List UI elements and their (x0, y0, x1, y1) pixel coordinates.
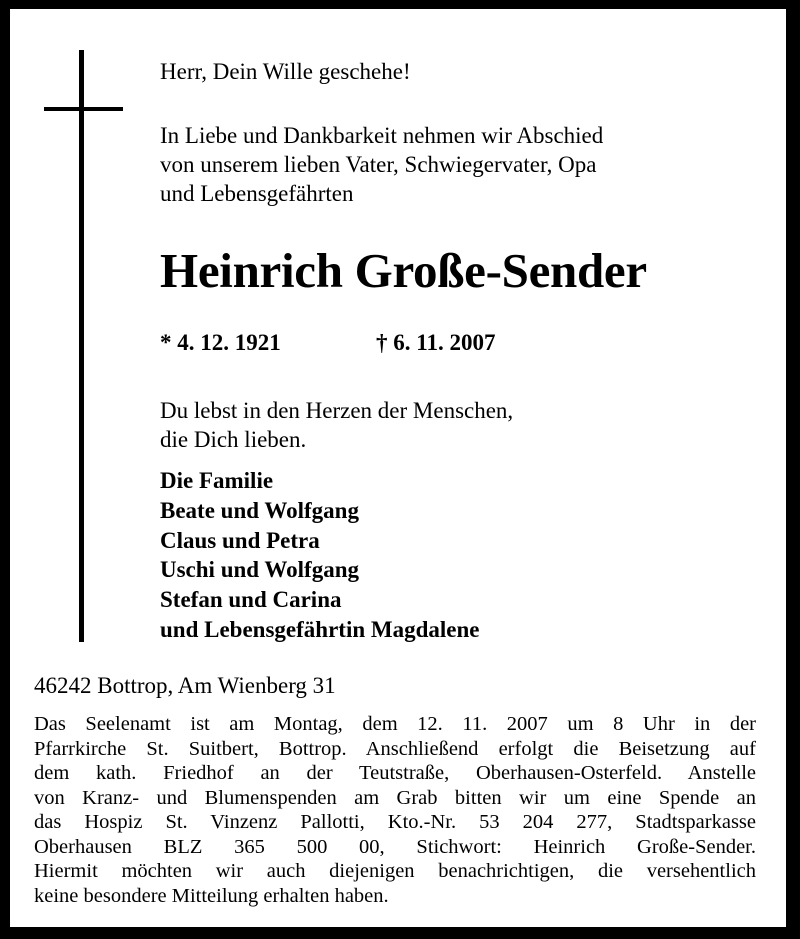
notice-line: dem kath. Friedhof an der Teutstraße, Oberhausen-Osterfeld. Anstelle (34, 762, 756, 784)
verse-line: Du lebst in den Herzen der Menschen, (160, 398, 514, 423)
notice-line: Hiermit möchten wir auch diejenigen benachrichtigen, die versehentlich (34, 860, 756, 882)
notice-line: Pfarrkirche St. Suitbert, Bottrop. Anschließend erfolgt die Beisetzung auf (34, 737, 756, 760)
funeral-notice-text (34, 712, 756, 908)
intro-line: In Liebe und Dankbarkeit nehmen wir Abschied (160, 123, 604, 148)
intro-text (160, 121, 603, 208)
verse-line: die Dich lieben. (160, 427, 307, 452)
notice-line: keine besondere Mitteilung erhalten haben. (34, 884, 389, 907)
cross-vertical-bar (79, 50, 84, 642)
family-line: Stefan und Carina (160, 587, 342, 613)
notice-line: das Hospiz St. Vinzenz Pallotti, Kto.-Nr. 53 204 277, Stadtsparkasse (34, 811, 756, 833)
notice-line: Das Seelenamt ist am Montag, dem 12. 11. 2007 um 8 Uhr in der (34, 713, 756, 735)
notice-line: Oberhausen BLZ 365 500 00, Stichwort: Heinrich Große-Sender. (34, 835, 756, 858)
death-date: † 6. 11. 2007 (376, 330, 496, 355)
address: 46242 Bottrop, Am Wienberg 31 (34, 673, 336, 698)
family-line: Uschi und Wolfgang (160, 557, 359, 583)
family-line: Die Familie (160, 468, 274, 493)
family-line: Beate und Wolfgang (160, 497, 359, 523)
intro-line: und Lebensgefährten (160, 181, 354, 206)
family-signatures (160, 466, 479, 645)
motto: Herr, Dein Wille geschehe! (160, 59, 411, 84)
intro-line: von unserem lieben Vater, Schwiegervater, Opa (160, 152, 597, 177)
cross-horizontal-bar (44, 107, 123, 111)
family-line: Claus und Petra (160, 527, 320, 553)
deceased-name: Heinrich Große-Sender (160, 243, 647, 298)
verse (160, 396, 513, 454)
birth-date: * 4. 12. 1921 (160, 330, 281, 355)
notice-line: von Kranz- und Blumenspenden am Grab bitten wir um eine Spende an (34, 786, 756, 809)
family-line: und Lebensgefährtin Magdalene (160, 616, 480, 642)
